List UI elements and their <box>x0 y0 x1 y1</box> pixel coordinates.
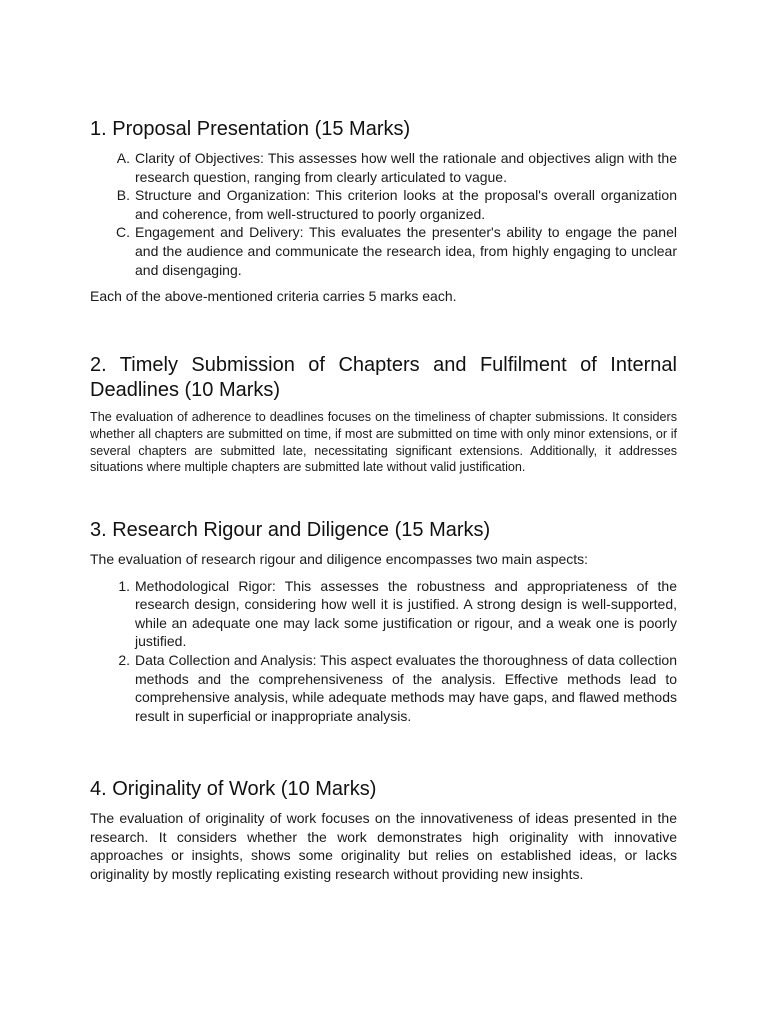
aspects-list <box>90 577 677 726</box>
closing-paragraph: Each of the above-mentioned criteria carries 5 marks each. <box>90 288 457 305</box>
list-marker: 2. <box>118 651 130 668</box>
list-marker: 1. <box>118 577 130 594</box>
intro-paragraph: The evaluation of research rigour and diligence encompasses two main aspects: <box>90 551 589 567</box>
list-item <box>90 651 677 725</box>
body-paragraph: The evaluation of adherence to deadlines focuses on the timeliness of chapter submissions. It considers whether all chapters are submitted on time, if most are submitted on time with only minor extensions, or if several chapters are submitted late, necessitating significant extensions. Additionally, it addresses situations where multiple chapters are submitted late without valid justification. <box>90 410 677 475</box>
list-item <box>90 186 677 223</box>
list-item-text: Structure and Organization: This criterion looks at the proposal's overall organization and coherence, from well-structured to poorly organized. <box>135 187 677 222</box>
list-item <box>90 223 677 279</box>
section-heading: 1. Proposal Presentation (15 Marks) <box>90 118 411 140</box>
section-research-rigour <box>90 518 677 725</box>
section-timely-submission <box>90 353 677 476</box>
list-marker: A. <box>116 150 130 166</box>
section-heading: 3. Research Rigour and Diligence (15 Marks) <box>90 519 491 541</box>
body-paragraph: The evaluation of originality of work focuses on the innovativeness of ideas presented in the research. It considers whether the work demonstrates high originality with innovative approaches or insights, shows some originality but relies on established ideas, or lacks originality by mostly replicating existing research without providing new insights. <box>90 810 677 882</box>
list-item-text: Methodological Rigor: This assesses the robustness and appropriateness of the research design, considering how well it is justified. A strong design is well-supported, while an adequate one may lack some justification or rigour, and a weak one is poorly justified. <box>135 577 677 650</box>
list-item-text: Engagement and Delivery: This evaluates the presenter's ability to engage the panel and the audience and communicate the research idea, from highly engaging to unclear and disengaging. <box>135 224 677 278</box>
list-item <box>90 149 677 186</box>
section-heading: 4. Originality of Work (10 Marks) <box>90 778 377 800</box>
section-proposal-presentation <box>90 117 677 306</box>
list-item-text: Data Collection and Analysis: This aspect evaluates the thoroughness of data collection methods and the comprehensiveness of the analysis. Effective methods lead to comprehensive analysis, while adequate methods may have gaps, and flawed methods result in superficial or inappropriate analysis. <box>135 651 677 724</box>
section-originality <box>90 777 677 883</box>
section-heading: 2. Timely Submission of Chapters and Fulfilment of Internal Deadlines (10 Marks) <box>90 354 677 401</box>
list-item-text: Clarity of Objectives: This assesses how well the rationale and objectives align with the research question, ranging from clearly articulated to vague. <box>135 150 677 185</box>
criteria-list <box>90 149 677 279</box>
list-marker: B. <box>116 187 130 204</box>
list-marker: C. <box>116 224 130 241</box>
list-item <box>90 577 677 651</box>
